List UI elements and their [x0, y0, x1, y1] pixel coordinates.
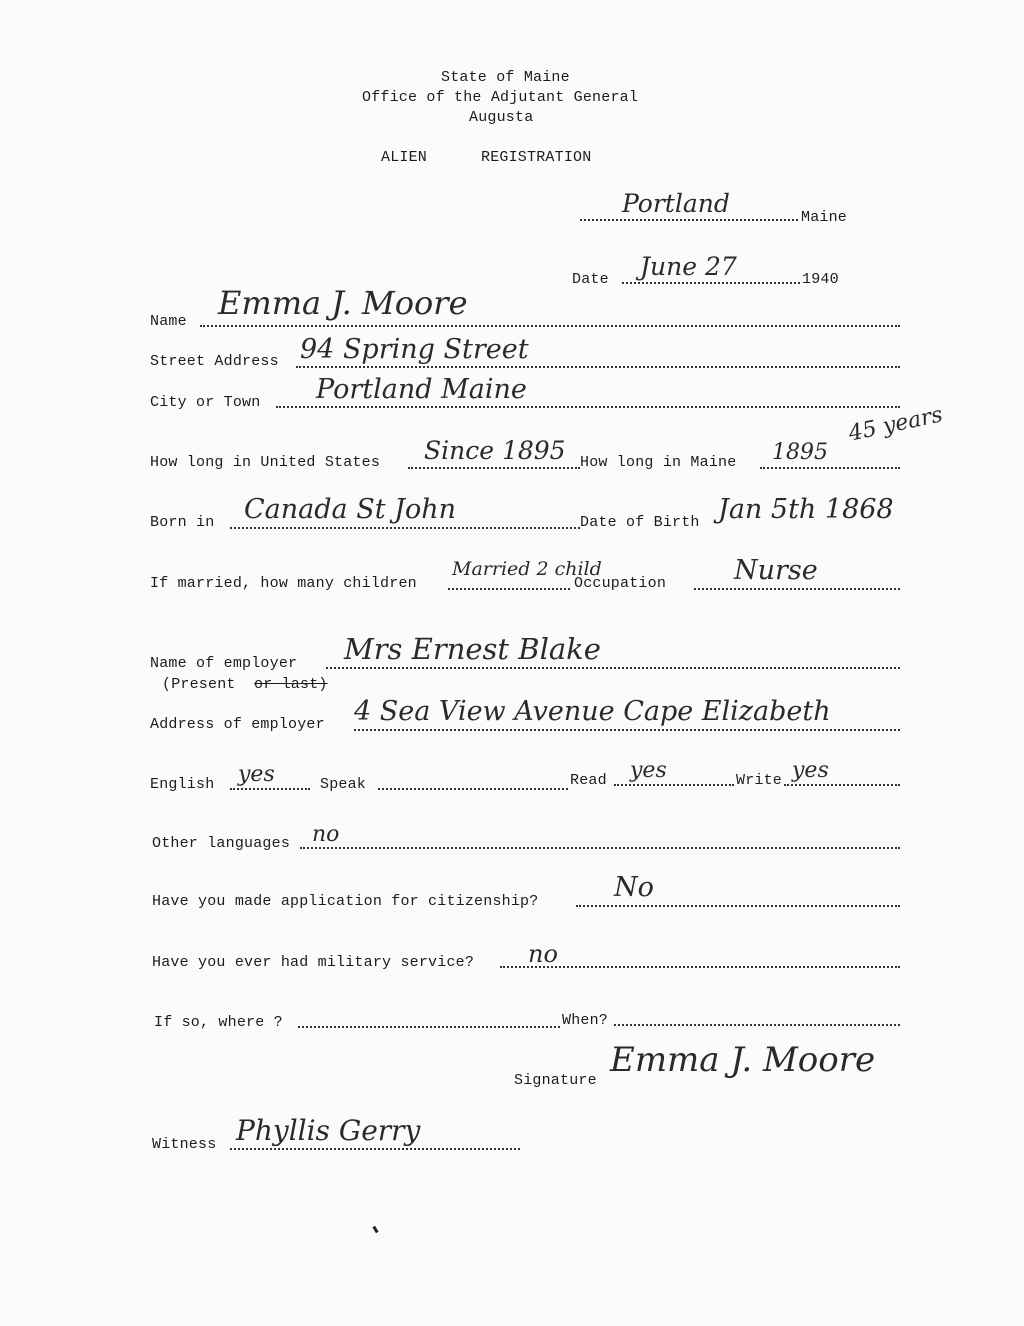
street-address-dotted-line: [296, 366, 900, 368]
date-dotted-line: [622, 282, 800, 284]
how-long-us-dotted-line: [408, 467, 580, 469]
read-label: Read: [570, 772, 607, 789]
date-label: Date: [572, 271, 609, 288]
how-long-us-value[interactable]: Since 1895: [424, 436, 566, 465]
city-or-town-value[interactable]: Portland Maine: [316, 374, 527, 405]
read-dotted-line: [614, 784, 734, 786]
name-dotted-line: [200, 325, 900, 327]
how-long-us-label: How long in United States: [150, 454, 381, 471]
children-label: If married, how many children: [150, 575, 417, 592]
place-state-label: Maine: [801, 209, 848, 226]
born-in-dotted-line: [230, 527, 580, 529]
street-address-value[interactable]: 94 Spring Street: [300, 334, 529, 365]
write-value[interactable]: yes: [792, 758, 829, 783]
military-label: Have you ever had military service?: [152, 954, 475, 971]
write-dotted-line: [784, 784, 900, 786]
place-dotted-line: [580, 219, 798, 221]
form-title-registration: REGISTRATION: [481, 149, 592, 166]
occupation-label: Occupation: [574, 575, 667, 592]
state-heading: State of Maine: [441, 69, 570, 86]
other-languages-label: Other languages: [152, 835, 291, 852]
city-or-town-dotted-line: [276, 406, 900, 408]
signature-value[interactable]: Emma J. Moore: [610, 1040, 876, 1080]
city-heading: Augusta: [469, 109, 534, 126]
employer-address-dotted-line: [354, 729, 900, 731]
speak-label: Speak: [320, 776, 367, 793]
date-handwritten[interactable]: June 27: [640, 252, 737, 281]
other-languages-value[interactable]: no: [312, 822, 340, 847]
signature-label: Signature: [514, 1072, 597, 1089]
witness-dotted-line: [230, 1148, 520, 1150]
when-dotted-line: [614, 1024, 900, 1026]
read-value[interactable]: yes: [630, 758, 667, 783]
military-dotted-line: [500, 966, 900, 968]
witness-value[interactable]: Phyllis Gerry: [236, 1114, 421, 1147]
write-label: Write: [736, 772, 783, 789]
how-long-maine-note[interactable]: 45 years: [846, 402, 945, 447]
employer-dotted-line: [326, 667, 900, 669]
citizenship-value[interactable]: No: [614, 872, 654, 903]
english-value[interactable]: yes: [238, 762, 275, 787]
witness-label: Witness: [152, 1136, 217, 1153]
occupation-value[interactable]: Nurse: [734, 555, 818, 586]
date-of-birth-value[interactable]: Jan 5th 1868: [718, 494, 894, 525]
city-or-town-label: City or Town: [150, 394, 261, 411]
other-languages-dotted-line: [300, 847, 900, 849]
street-address-label: Street Address: [150, 353, 279, 370]
employer-address-label: Address of employer: [150, 716, 325, 733]
when-label: When?: [562, 1012, 609, 1029]
english-dotted-line: [230, 788, 310, 790]
how-long-maine-label: How long in Maine: [580, 454, 737, 471]
name-label: Name: [150, 313, 187, 330]
form-title-alien: ALIEN: [381, 149, 428, 166]
employer-label: Name of employer: [150, 655, 298, 672]
employer-present-label: (Present: [162, 676, 236, 693]
employer-or-last-struck: or last): [254, 676, 328, 693]
how-long-maine-value[interactable]: 1895: [772, 440, 828, 465]
place-handwritten[interactable]: Portland: [622, 189, 730, 218]
children-dotted-line: [448, 588, 570, 590]
date-year: 1940: [802, 271, 839, 288]
if-so-where-label: If so, where ?: [154, 1014, 283, 1031]
english-label: English: [150, 776, 215, 793]
ink-speck: [372, 1226, 378, 1234]
occupation-dotted-line: [694, 588, 900, 590]
born-in-value[interactable]: Canada St John: [244, 494, 456, 525]
citizenship-dotted-line: [576, 905, 900, 907]
if-so-where-dotted-line: [298, 1026, 560, 1028]
how-long-maine-dotted-line: [760, 467, 900, 469]
office-heading: Office of the Adjutant General: [362, 89, 639, 106]
employer-address-value[interactable]: 4 Sea View Avenue Cape Elizabeth: [354, 696, 831, 727]
name-value[interactable]: Emma J. Moore: [218, 284, 468, 322]
speak-dotted-line: [378, 788, 568, 790]
born-in-label: Born in: [150, 514, 215, 531]
date-of-birth-label: Date of Birth: [580, 514, 700, 531]
military-value[interactable]: no: [528, 940, 558, 968]
employer-value[interactable]: Mrs Ernest Blake: [344, 632, 601, 666]
children-value[interactable]: Married 2 child: [452, 558, 602, 580]
citizenship-label: Have you made application for citizenship?: [152, 893, 539, 910]
